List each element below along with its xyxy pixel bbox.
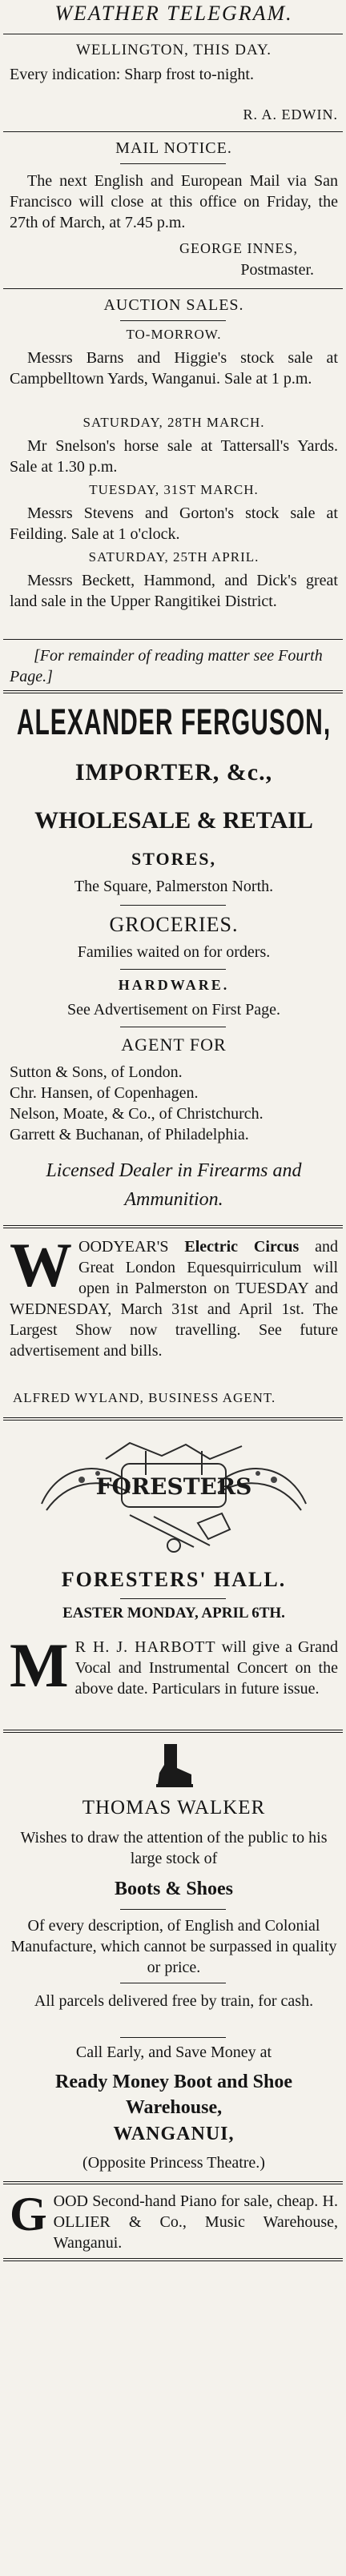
weather-signature: R. A. EDWIN. <box>243 106 338 123</box>
auction-item: Messrs Beckett, Hammond, and Dick's great land sale in the Upper Rangitikei District. <box>10 572 338 610</box>
divider <box>3 1225 343 1228</box>
ferguson-name-row <box>10 703 338 743</box>
foresters-text: will give a Grand Vocal and Instrumental Concert on the above date. Particulars in future issue. <box>74 1638 339 1698</box>
foresters-advert <box>10 1630 339 1700</box>
circus-lead: OODYEAR'S <box>78 1238 169 1256</box>
ferguson-see-adv: See Advertisement on First Page. <box>66 1001 281 1019</box>
walker-store: Ready Money Boot and Shoe Warehouse, <box>54 2072 293 2118</box>
ferguson-importer: IMPORTER, &c., <box>74 759 273 786</box>
walker-town: WANGANUI, <box>113 2124 235 2144</box>
ferguson-licensed: Licensed Dealer in Firearms and Ammunition. <box>46 1160 302 1210</box>
boot-icon-wrap <box>10 1741 338 1789</box>
agent-item: Sutton & Sons, of London. <box>10 1063 183 1081</box>
ferguson-groceries: GROCERIES. <box>109 913 239 936</box>
divider <box>3 2181 343 2184</box>
auction-date: SATURDAY, 28TH MARCH. <box>82 415 265 430</box>
walker-call: Call Early, and Save Money at <box>75 2044 272 2061</box>
emblem-text: FORESTERS <box>95 1473 252 1500</box>
agent-item: Garrett & Buchanan, of Philadelphia. <box>10 1126 249 1143</box>
walker-opposite: (Opposite Princess Theatre.) <box>82 2154 265 2172</box>
divider <box>120 320 226 321</box>
divider <box>3 288 343 289</box>
divider <box>120 163 226 164</box>
walker-name: THOMAS WALKER <box>82 1797 266 1818</box>
divider <box>120 905 226 906</box>
walker-desc: Of every description, of English and Colonial Manufacture, which cannot be surpassed in quality or price. <box>10 1917 337 1976</box>
divider <box>3 131 343 132</box>
ferguson-name: ALEXANDER FERGUSON, <box>16 703 332 743</box>
ferguson-hardware: HARDWARE. <box>118 977 230 993</box>
ferguson-families: Families waited on for orders. <box>77 943 271 961</box>
divider <box>3 2258 343 2261</box>
circus-agent: ALFRED WYLAND, BUSINESS AGENT. <box>13 1390 276 1405</box>
divider <box>3 1730 343 1733</box>
foresters-date: EASTER MONDAY, APRIL 6TH. <box>62 1605 285 1622</box>
circus-advert <box>10 1230 339 1361</box>
mail-text: The next English and European Mail via San Francisco will close at this office on Friday, the 27th of March, at 7.45 p.m. <box>10 172 338 231</box>
ferguson-agents-list <box>10 1062 338 1145</box>
foresters-heading: FORESTERS' HALL. <box>61 1568 287 1591</box>
divider <box>3 1417 343 1421</box>
divider <box>120 1598 226 1599</box>
auction-date: SATURDAY, 25TH APRIL. <box>88 549 260 565</box>
mail-name: GEORGE INNES, <box>179 240 298 256</box>
auction-date: TUESDAY, 31ST MARCH. <box>89 482 259 497</box>
ferguson-wholesale: WHOLESALE & RETAIL <box>34 807 313 834</box>
ferguson-stores: STORES, <box>131 849 216 869</box>
walker-parcels: All parcels delivered free by train, for cash. <box>34 1992 314 2010</box>
agent-item: Chr. Hansen, of Copenhagen. <box>10 1084 199 1102</box>
piano-text: OOD Second-hand Piano for sale, cheap. H. OLLIER & Co., Music Warehouse, Wanganui. <box>53 2192 338 2252</box>
auction-date: TO-MORROW. <box>126 327 222 342</box>
divider <box>3 690 343 693</box>
weather-text: Every indication: Sharp frost to-night. <box>10 66 254 83</box>
circus-dropcap: W <box>10 1230 72 1300</box>
divider <box>120 969 226 970</box>
foresters-dropcap: M <box>10 1630 69 1700</box>
auction-item: Mr Snelson's horse sale at Tattersall's Yards. Sale at 1.30 p.m. <box>10 437 338 476</box>
auction-item: Messrs Stevens and Gorton's stock sale at Feilding. Sale at 1 o'clock. <box>10 504 338 543</box>
divider <box>3 639 343 640</box>
mail-heading: MAIL NOTICE. <box>115 139 232 157</box>
auction-item: Messrs Barns and Higgie's stock sale at Campbelltown Yards, Wanganui. Sale at 1 p.m. <box>10 349 338 388</box>
reading-note: [For remainder of reading matter see Fourth Page.] <box>10 647 323 685</box>
foresters-emblem-icon <box>10 1427 338 1563</box>
weather-place: WELLINGTON, THIS DAY. <box>75 42 272 58</box>
boot-icon <box>150 1741 198 1789</box>
agent-item: Nelson, Moate, & Co., of Christchurch. <box>10 1105 264 1123</box>
divider <box>120 2037 226 2038</box>
foresters-lead: R H. J. HARBOTT <box>74 1638 216 1656</box>
piano-dropcap: G <box>10 2188 47 2240</box>
piano-advert <box>10 2188 338 2253</box>
auction-heading: AUCTION SALES. <box>103 296 244 314</box>
walker-boots: Boots & Shoes <box>114 1879 234 1899</box>
weather-heading: WEATHER TELEGRAM. <box>54 2 293 25</box>
foresters-emblem <box>10 1427 338 1563</box>
ferguson-agent-heading: AGENT FOR <box>121 1035 227 1055</box>
divider <box>120 1909 226 1910</box>
ferguson-address: The Square, Palmerston North. <box>74 878 274 895</box>
mail-title: Postmaster. <box>240 261 314 279</box>
walker-wishes: Wishes to draw the attention of the public to his large stock of <box>20 1829 328 1867</box>
circus-bold: Electric Circus <box>184 1238 300 1256</box>
circus-text: and Great London Equesquirriculum will open in Palmerston on TUESDAY and WEDNESDAY, March 31st and April 1st. The Largest Show now travelling. See future advertisement and bills. <box>10 1238 339 1360</box>
